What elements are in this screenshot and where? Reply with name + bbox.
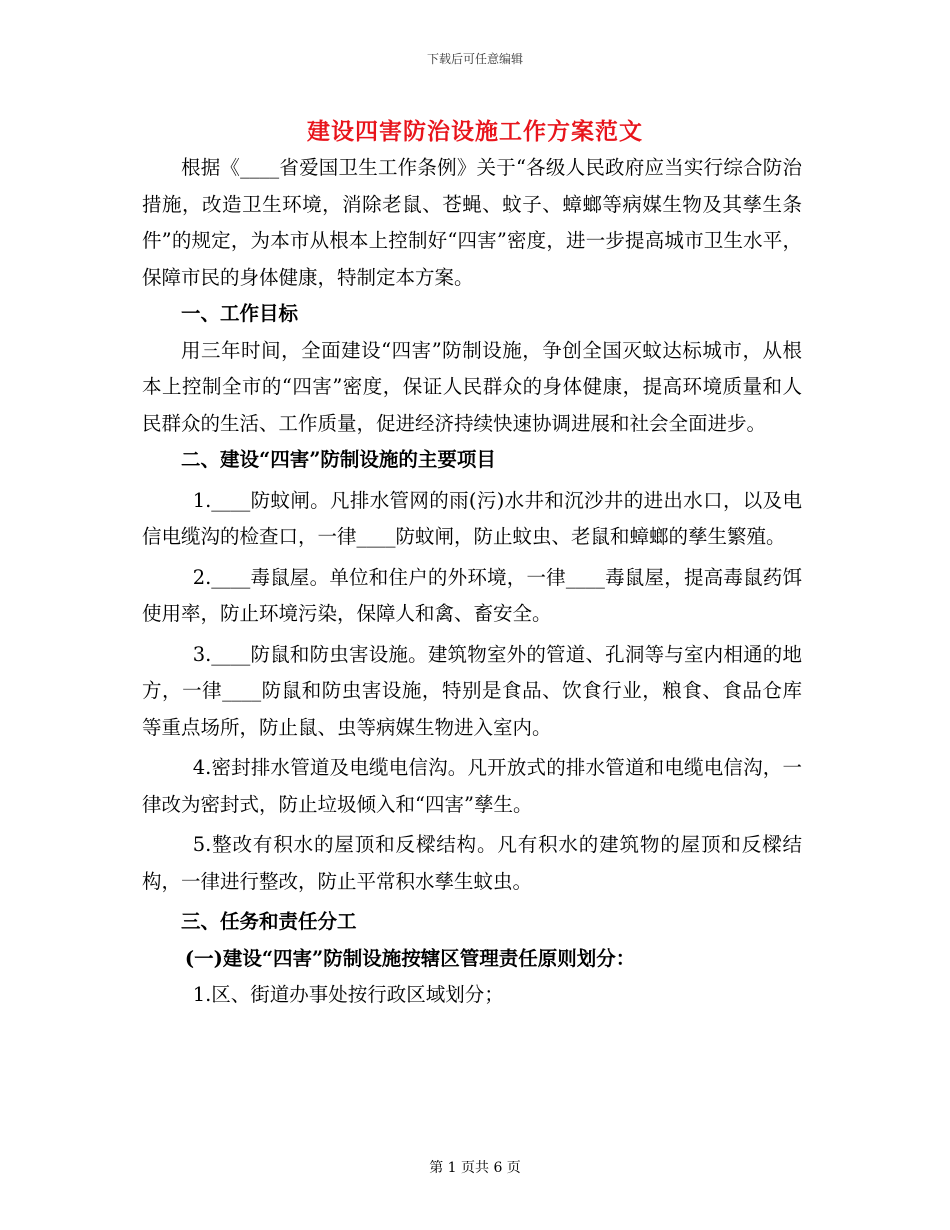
project-item-2: 2.____毒鼠屋。单位和住户的外环境，一律____毒鼠屋，提高毒鼠药饵使用率，防止环境污染，保障人和禽、畜安全。	[142, 565, 802, 625]
project-item-4: 4.密封排水管道及电缆电信沟。凡开放式的排水管道和电缆电信沟，一律改为密封式，防止垃圾倾入和“四害”孳生。	[142, 756, 802, 816]
task-item-1: 1.区、街道办事处按行政区域划分；	[192, 983, 504, 1006]
header-note: 下载后可任意编辑	[426, 52, 523, 66]
document-title: 建设四害防治设施工作方案范文	[307, 118, 643, 145]
project-item-5: 5.整改有积水的屋顶和反樑结构。凡有积水的建筑物的屋顶和反樑结构，一律进行整改，防止平常积水孳生蚊虫。	[142, 833, 802, 893]
page-number: 第 1 页共 6 页	[429, 1160, 521, 1176]
project-item-1: 1.____防蚊闸。凡排水管网的雨(污)水井和沉沙井的进出水口，以及电信电缆沟的检查口，一律____防蚊闸，防止蚊虫、老鼠和蟑螂的孳生繁殖。	[142, 488, 802, 548]
intro-paragraph: 根据《____省爱国卫生工作条例》关于“各级人民政府应当实行综合防治措施，改造卫生环境，消除老鼠、苍蝇、蚊子、蟑螂等病媒生物及其孳生条件”的规定，为本市从根本上控制好“四害”密度，进一步提高城市卫生水平，保障市民的身体健康，特制定本方案。	[142, 156, 802, 289]
section-heading-tasks: 三、任务和责任分工	[181, 910, 357, 933]
section-heading-projects: 二、建设“四害”防制设施的主要项目	[181, 448, 496, 471]
goals-paragraph: 用三年时间，全面建设“四害”防制设施，争创全国灭蚊达标城市，从根本上控制全市的“四害”密度，保证人民群众的身体健康，提高环境质量和人民群众的生活、工作质量，促进经济持续快速协调进展和社会全面进步。	[142, 338, 802, 435]
subsection-heading-division: (一)建设“四害”防制设施按辖区管理责任原则划分：	[184, 946, 636, 970]
section-heading-goals: 一、工作目标	[181, 302, 299, 325]
project-item-3: 3.____防鼠和防虫害设施。建筑物室外的管道、孔洞等与室内相通的地方，一律____防鼠和防虫害设施，特别是食品、饮食行业，粮食、食品仓库等重点场所，防止鼠、虫等病媒生物进入室内。	[142, 642, 802, 739]
document-body	[142, 150, 802, 1014]
